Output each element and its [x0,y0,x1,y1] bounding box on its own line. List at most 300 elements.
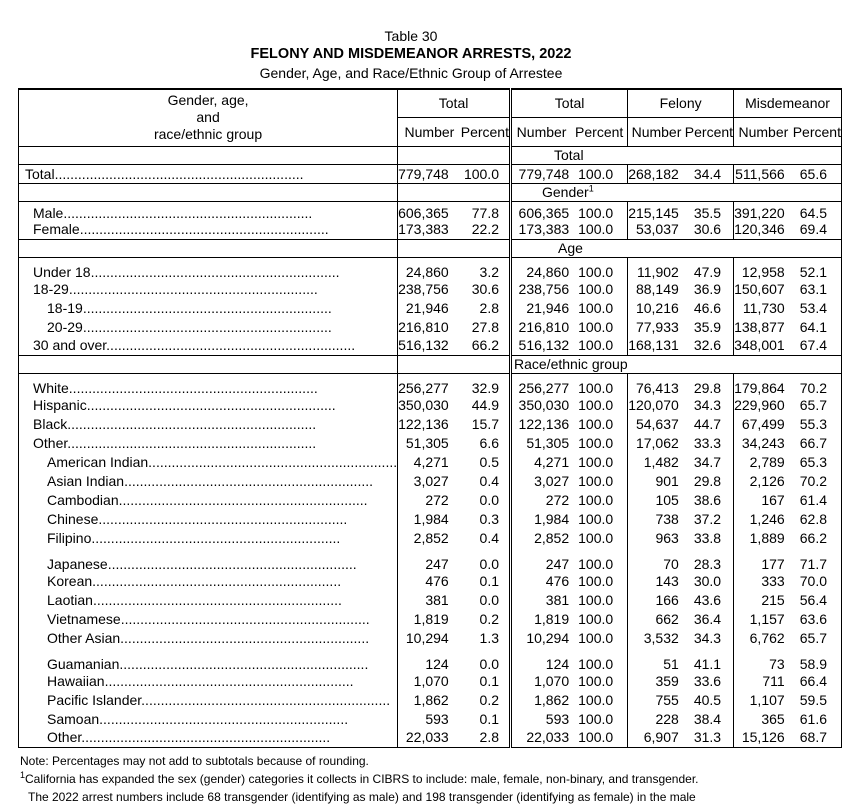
total2-percent: 100.0 [578,672,614,689]
total2-percent: 100.0 [578,280,614,297]
row-label-text: Other Asian [47,629,121,646]
total2-number: 1,984 [511,509,572,528]
total2-number: 779,748 [511,164,572,183]
felony-percent: 41.1 [693,656,722,672]
misd-percent: 55.3 [793,414,842,433]
total2-number: 516,132 [511,336,572,355]
felony-number: 1,482 [628,452,685,471]
total-percent: 3.2 [479,264,499,280]
total-percent: 27.8 [471,318,499,335]
row-header [19,89,398,146]
row-label-text: Total [25,165,55,182]
misd-percent: 59.5 [793,690,842,709]
felony-number: 143 [628,571,685,590]
row-label [19,628,398,647]
table-row [19,279,842,298]
col-number: Number [734,117,793,146]
felony-number: 105 [628,490,685,509]
section-label: Total [511,146,628,164]
total2-number: 4,271 [511,452,572,471]
table-row [19,509,842,528]
felony-percent: 33.8 [693,529,722,546]
total2-number: 476 [511,571,572,590]
total-percent: 2.8 [479,729,499,746]
total-number: 1,070 [398,671,461,690]
felony-number: 17,062 [628,433,685,452]
section-spacer [398,183,511,201]
felony-percent: 32.6 [693,337,722,354]
felony-number: 88,149 [628,279,685,298]
felony-percent: 29.8 [693,472,722,489]
total2-number: 1,070 [511,671,572,690]
total-number: 247 [398,547,461,571]
leader-dots [91,264,340,280]
total-percent: 2.8 [479,299,499,316]
table-row [19,571,842,590]
felony-number: 963 [628,528,685,547]
table-row [19,414,842,433]
total2-number: 24,860 [511,257,572,279]
row-label [19,728,398,747]
felony-percent: 34.3 [693,629,722,646]
felony-percent: 33.6 [693,672,722,689]
row-label [19,317,398,336]
leader-dots [63,205,312,221]
footnote-1 [20,770,699,788]
total-number: 24,860 [398,257,461,279]
misd-percent: 66.2 [793,528,842,547]
col-percent: Percent [793,117,842,146]
misd-percent: 65.7 [793,628,842,647]
table-row [19,590,842,609]
row-label [19,547,398,571]
section-spacer [628,355,842,373]
felony-number: 120,070 [628,395,685,414]
misd-percent: 58.9 [793,647,842,671]
col-percent: Percent [684,123,734,140]
total-percent: 0.5 [479,453,499,470]
leader-dots [105,673,354,689]
row-label [19,490,398,509]
leader-dots [92,573,341,589]
felony-percent: 30.6 [693,221,722,238]
felony-number: 6,907 [628,728,685,747]
arrests-table [18,88,842,748]
felony-percent: 36.9 [693,280,722,297]
total-percent: 0.1 [479,672,499,689]
total-percent: 1.3 [479,629,499,646]
total2-percent: 100.0 [578,337,614,354]
felony-number: 51 [628,647,685,671]
misd-number: 1,889 [734,528,793,547]
section-label-spacer [19,183,398,201]
row-label-text: Filipino [47,529,92,546]
misd-number: 6,762 [734,628,793,647]
table-row [19,728,842,747]
total-percent: 32.9 [471,380,499,396]
total2-percent: 100.0 [578,380,614,396]
misd-number: 73 [734,647,793,671]
misd-number: 365 [734,709,793,728]
row-label [19,373,398,395]
table-row [19,164,842,183]
misd-percent: 66.7 [793,433,842,452]
total-number: 476 [398,571,461,590]
total2-percent: 100.0 [578,264,614,280]
misd-percent: 67.4 [793,336,842,355]
misd-number: 2,789 [734,452,793,471]
section-gender [19,183,842,201]
total2-number: 606,365 [511,201,572,220]
total-percent: 0.0 [479,591,499,608]
row-label [19,709,398,728]
felony-percent: 35.9 [693,318,722,335]
footnotes [20,752,699,806]
misd-number: 1,157 [734,609,793,628]
section-spacer [398,146,511,164]
row-label-text: American Indian [47,453,149,470]
felony-percent: 37.2 [693,510,722,527]
table-row [19,317,842,336]
row-label [19,257,398,279]
misd-number: 177 [734,547,793,571]
col-number: Number [511,117,572,146]
total-percent: 6.6 [479,434,499,451]
felony-number: 662 [628,609,685,628]
total2-number: 22,033 [511,728,572,747]
total-number: 1,984 [398,509,461,528]
leader-dots [148,454,397,470]
leader-dots [121,611,370,627]
table-row [19,373,842,395]
row-label-text: Pacific Islander [47,691,142,708]
total2-number: 3,027 [511,471,572,490]
leader-dots [83,319,332,335]
felony-percent: 31.3 [693,729,722,746]
section-label-text: Gender [542,184,589,200]
total2-percent: 100.0 [578,556,614,572]
row-label [19,220,398,239]
table-number: Table 30 [384,28,438,44]
misd-percent: 71.7 [793,547,842,571]
row-label-text: Male [33,205,64,221]
total2-number: 1,819 [511,609,572,628]
total-number: 350,030 [398,395,461,414]
total2-number: 256,277 [511,373,572,395]
misd-number: 179,864 [734,373,793,395]
misd-percent: 69.4 [793,220,842,239]
felony-number: 738 [628,509,685,528]
total-percent: 22.2 [471,221,499,238]
felony-number: 53,037 [628,220,685,239]
row-label-text: Female [33,221,80,238]
table-row [19,395,842,414]
misd-number: 150,607 [734,279,793,298]
total-number: 21,946 [398,298,461,317]
group-total-2: Total [511,89,628,117]
table-row [19,298,842,317]
table-row [19,528,842,547]
row-label-text: Chinese [47,510,99,527]
note-rounding: Note: Percentages may not add to subtotals because of rounding. [20,754,369,768]
leader-dots [141,692,390,708]
felony-percent: 34.4 [693,165,722,182]
misd-percent: 62.8 [793,509,842,528]
leader-dots [87,397,336,413]
section-race [19,355,842,373]
misd-percent: 70.2 [793,373,842,395]
felony-percent: 46.6 [693,299,722,316]
row-label [19,298,398,317]
table-title: FELONY AND MISDEMEANOR ARRESTS, 2022 [250,46,572,62]
leader-dots [55,166,304,182]
felony-percent: 29.8 [693,380,722,396]
row-label-text: Vietnamese [47,610,121,627]
total-number: 124 [398,647,461,671]
misd-number: 348,001 [734,336,793,355]
felony-percent: 38.6 [693,491,722,508]
total2-percent: 100.0 [578,205,614,221]
total-percent: 0.0 [479,556,499,572]
total-number: 606,365 [398,201,461,220]
misd-percent: 56.4 [793,590,842,609]
felony-number: 70 [628,547,685,571]
leader-dots [83,300,332,316]
table-row [19,201,842,220]
misd-percent: 65.6 [793,164,842,183]
total2-percent: 100.0 [578,299,614,316]
total2-percent: 100.0 [578,591,614,608]
felony-number: 54,637 [628,414,685,433]
total-percent: 0.0 [479,491,499,508]
row-label [19,395,398,414]
table-row [19,336,842,355]
misd-number: 138,877 [734,317,793,336]
misd-percent: 66.4 [793,671,842,690]
felony-percent: 40.5 [693,691,722,708]
misd-number: 711 [734,671,793,690]
total-number: 22,033 [398,728,461,747]
header-row-groups [19,89,842,117]
total-number: 256,277 [398,373,461,395]
total2-percent: 100.0 [578,453,614,470]
leader-dots [98,511,347,527]
felony-percent: 38.4 [693,710,722,727]
leader-dots [99,711,348,727]
total-percent: 100.0 [463,165,499,182]
total-number: 216,810 [398,317,461,336]
row-label [19,164,398,183]
leader-dots [69,281,318,297]
total2-number: 216,810 [511,317,572,336]
total2-number: 1,862 [511,690,572,709]
total-percent: 0.2 [479,691,499,708]
table-row [19,471,842,490]
misd-percent: 65.3 [793,452,842,471]
felony-percent: 44.7 [693,415,722,432]
misd-number: 120,346 [734,220,793,239]
total2-number: 10,294 [511,628,572,647]
total2-percent: 100.0 [578,529,614,546]
row-header-line1: Gender, age, [167,92,249,108]
total2-number: 21,946 [511,298,572,317]
misd-percent: 63.6 [793,609,842,628]
total-number: 1,819 [398,609,461,628]
misd-number: 11,730 [734,298,793,317]
row-label-text: Cambodian [47,491,119,508]
total2-percent: 100.0 [578,396,614,413]
total-number: 122,136 [398,414,461,433]
total2-percent: 100.0 [578,710,614,727]
misd-percent: 52.1 [793,257,842,279]
felony-percent: 43.6 [693,591,722,608]
col-percent: Percent [575,123,624,140]
row-header-line3: race/ethnic group [153,126,263,142]
row-label-text: Laotian [47,591,93,608]
section-spacer [628,239,842,257]
misd-number: 1,107 [734,690,793,709]
row-label-text: 18-29 [33,280,69,297]
row-label [19,571,398,590]
total2-number: 272 [511,490,572,509]
misd-number: 67,499 [734,414,793,433]
total-number: 516,132 [398,336,461,355]
col-number: Number [628,117,685,146]
felony-percent: 33.3 [693,434,722,451]
felony-percent: 47.9 [693,264,722,280]
total-number: 10,294 [398,628,461,647]
total-percent: 0.0 [479,656,499,672]
total-percent: 0.4 [479,529,499,546]
felony-percent: 34.3 [693,396,722,413]
total2-number: 122,136 [511,414,572,433]
leader-dots [108,556,357,572]
total2-number: 247 [511,547,572,571]
leader-dots [67,416,316,432]
felony-number: 77,933 [628,317,685,336]
leader-dots [69,380,318,396]
row-label-text: Other [47,729,82,746]
section-label-spacer [19,239,398,257]
section-spacer [628,146,842,164]
row-label-text: Other [33,434,68,451]
total-number: 381 [398,590,461,609]
total2-number: 350,030 [511,395,572,414]
footnote-marker: 1 [20,770,26,780]
total-number: 593 [398,709,461,728]
total2-percent: 100.0 [578,691,614,708]
misd-number: 15,126 [734,728,793,747]
misd-percent: 65.7 [793,395,842,414]
section-label-spacer [19,146,398,164]
leader-dots [119,656,368,672]
total-number: 2,852 [398,528,461,547]
total2-percent: 100.0 [578,415,614,432]
row-header-line2: and [196,109,220,125]
total-number: 51,305 [398,433,461,452]
row-label-text: 20-29 [47,318,83,335]
table-row [19,433,842,452]
leader-dots [81,729,330,745]
row-label-text: Asian Indian [47,472,125,489]
misd-number: 167 [734,490,793,509]
total2-percent: 100.0 [578,318,614,335]
total2-percent: 100.0 [578,610,614,627]
col-percent: Percent [460,123,509,140]
section-spacer [628,183,842,201]
felony-number: 215,145 [628,201,685,220]
table-row [19,690,842,709]
total-percent: 0.1 [479,710,499,727]
section-label: Race/ethnic group [511,355,628,373]
total2-number: 51,305 [511,433,572,452]
felony-percent: 30.0 [693,572,722,589]
table-row [19,628,842,647]
felony-number: 76,413 [628,373,685,395]
misd-percent: 61.4 [793,490,842,509]
felony-number: 228 [628,709,685,728]
footnote-1-cont: The 2022 arrest numbers include 68 transgender (identifying as male) and 198 transgender (identifying as female) in the male [28,790,696,804]
misd-number: 34,243 [734,433,793,452]
row-label [19,671,398,690]
total-number: 1,862 [398,690,461,709]
felony-percent: 35.5 [693,205,722,221]
section-label-spacer [19,355,398,373]
leader-dots [124,473,373,489]
total2-percent: 100.0 [578,221,614,238]
table-row [19,257,842,279]
row-label-text: Under 18 [33,264,91,280]
misd-number: 511,566 [734,164,793,183]
felony-number: 359 [628,671,685,690]
footnote-marker: 1 [588,183,594,194]
felony-number: 3,532 [628,628,685,647]
misd-number: 12,958 [734,257,793,279]
row-label [19,279,398,298]
total-number: 3,027 [398,471,461,490]
felony-number: 166 [628,590,685,609]
row-label [19,528,398,547]
misd-percent: 63.1 [793,279,842,298]
row-label-text: White [33,380,69,396]
misd-number: 2,126 [734,471,793,490]
felony-number: 755 [628,690,685,709]
felony-percent: 34.7 [693,453,722,470]
total2-number: 593 [511,709,572,728]
row-label [19,647,398,671]
total-percent: 0.4 [479,472,499,489]
row-label-text: Japanese [47,556,108,572]
leader-dots [91,530,340,546]
section-total [19,146,842,164]
misd-number: 215 [734,590,793,609]
total-percent: 0.3 [479,510,499,527]
felony-number: 168,131 [628,336,685,355]
leader-dots [67,435,316,451]
felony-number: 10,216 [628,298,685,317]
total2-number: 2,852 [511,528,572,547]
table-row [19,671,842,690]
misd-percent: 64.1 [793,317,842,336]
total2-percent: 100.0 [578,434,614,451]
row-label [19,452,398,471]
total-number: 173,383 [398,220,461,239]
total2-percent: 100.0 [578,656,614,672]
table-row [19,547,842,571]
table-subtitle: Gender, Age, and Race/Ethnic Group of Arrestee [259,65,563,81]
felony-number: 11,902 [628,257,685,279]
table-row [19,709,842,728]
